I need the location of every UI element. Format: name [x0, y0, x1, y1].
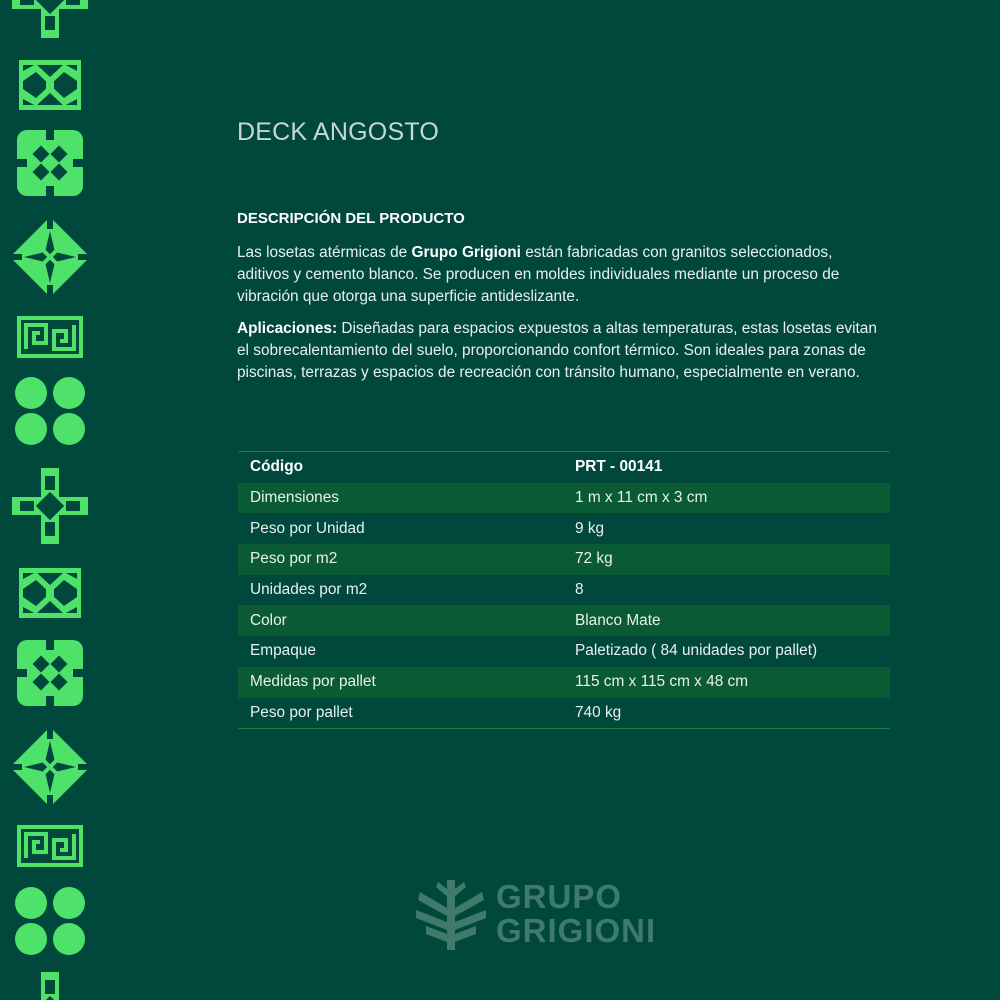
table-row: [238, 698, 890, 729]
product-applications: [237, 318, 887, 384]
aztec-band-icon: [19, 568, 81, 618]
product-title: DECK ANGOSTO: [237, 118, 439, 146]
description-text-end: están fabricadas con granitos seleccionados, aditivos y cemento blanco. Se producen en moldes individuales mediante un proceso de vibración que otorga una superficie antideslizante.: [237, 244, 840, 305]
wheat-logo-icon: [414, 878, 488, 952]
brand-logo: [414, 878, 674, 952]
row-label: Color: [238, 605, 563, 636]
table-row: [238, 605, 890, 636]
header-value: PRT - 00141: [575, 458, 663, 476]
row-value: 8: [575, 581, 584, 599]
description-text-start: Las losetas atérmicas de: [237, 244, 412, 261]
table-row: [238, 636, 890, 667]
cross-tile-icon: [12, 972, 88, 1000]
row-value: 72 kg: [563, 544, 890, 575]
table-row: [238, 544, 890, 575]
table-row: [238, 483, 890, 514]
table-row: [238, 513, 890, 544]
section-heading: DESCRIPCIÓN DEL PRODUCTO: [237, 210, 465, 227]
row-label: Medidas por pallet: [238, 667, 563, 698]
row-label: Peso por m2: [238, 544, 563, 575]
cross-tile-icon: [12, 0, 88, 38]
diamond-tile-icon: [10, 727, 90, 807]
row-value: 740 kg: [575, 703, 622, 721]
row-label: Unidades por m2: [250, 581, 368, 599]
applications-label: Aplicaciones:: [237, 320, 338, 337]
row-label: Peso por pallet: [250, 703, 353, 721]
row-value: 115 cm x 115 cm x 48 cm: [563, 667, 890, 698]
four-circles-icon: [15, 887, 85, 955]
decorative-sidebar: [0, 0, 100, 1000]
table-header-row: [238, 452, 890, 483]
cross-tile-icon: [12, 468, 88, 544]
row-value: 1 m x 11 cm x 3 cm: [563, 483, 890, 514]
table-row: [238, 667, 890, 698]
aztec-band-icon: [19, 60, 81, 110]
greek-key-icon: [19, 827, 81, 865]
product-description: [237, 242, 887, 308]
specs-table: [238, 451, 890, 729]
applications-text: Diseñadas para espacios expuestos a altas temperaturas, estas losetas evitan el sobrecalentamiento del suelo, proporcionando confort térmico. Son ideales para zonas de piscinas, terrazas y espacios de recreación con tránsito humano, especialmente en verano.: [237, 320, 877, 381]
diamond-tile-icon: [10, 217, 90, 297]
greek-key-icon: [19, 318, 81, 356]
knot-tile-icon: [17, 130, 83, 196]
row-label: Empaque: [250, 642, 316, 660]
brand-line-2: GRIGIONI: [496, 912, 657, 949]
four-circles-icon: [15, 377, 85, 445]
row-value: 9 kg: [575, 519, 605, 537]
row-value: Paletizado ( 84 unidades por pallet): [575, 642, 818, 660]
row-label: Dimensiones: [238, 483, 563, 514]
knot-tile-icon: [17, 640, 83, 706]
brand-line-1: GRUPO: [496, 878, 623, 915]
row-label: Peso por Unidad: [250, 519, 365, 537]
table-row: [238, 575, 890, 606]
pattern-strip: [0, 0, 100, 1000]
header-label: Código: [250, 458, 303, 476]
row-value: Blanco Mate: [563, 605, 890, 636]
description-brand: Grupo Grigioni: [411, 244, 521, 261]
brand-name: [496, 880, 656, 948]
